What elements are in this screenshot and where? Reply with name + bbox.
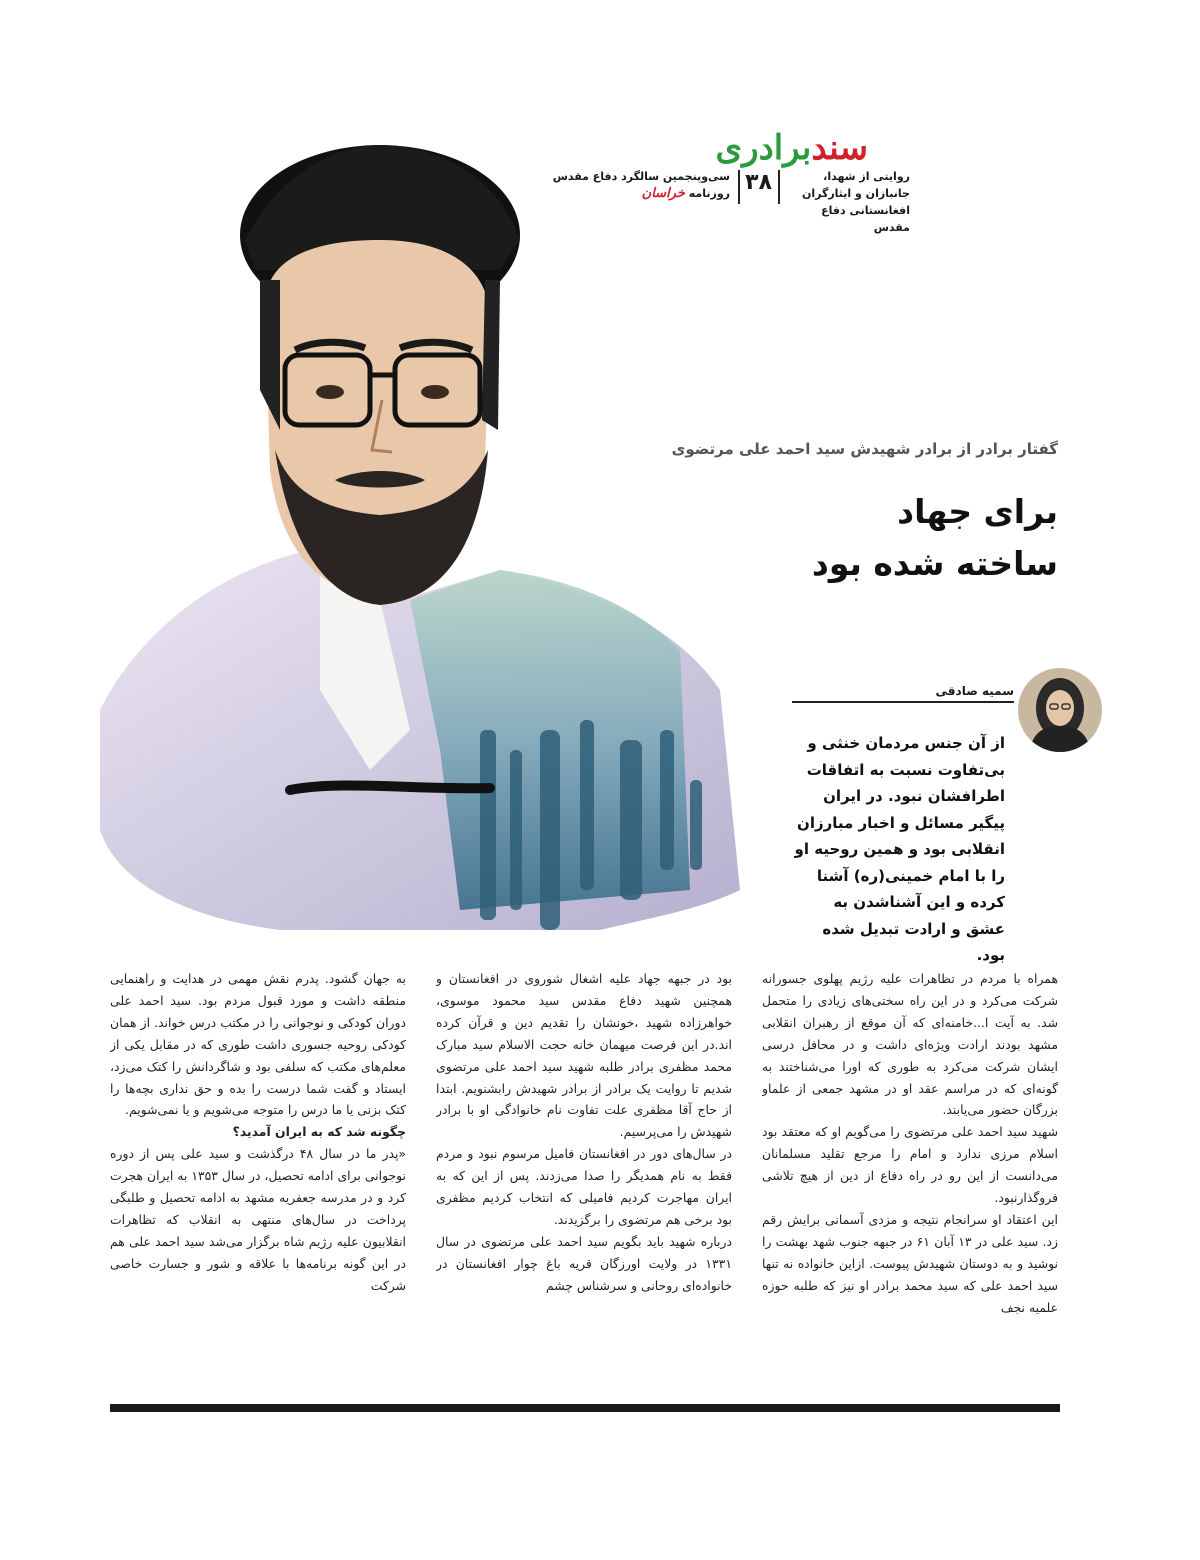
article-kicker: گفتار برادر از برادر شهیدش سید احمد علی مرتضوی xyxy=(671,440,1058,458)
anniversary-line: سی‌وپنجمین سالگرد دفاع مقدس xyxy=(552,170,730,183)
paragraph: همراه با مردم در تظاهرات علیه رژیم پهلوی جسورانه شرکت می‌کرد و در این راه سختی‌های زیادی را متحمل شد. به آیت ا...خامنه‌ای که آن موقع از رهبران انقلابی مشهد بودند ارادت ویژه‌ای داشت و در محافل درسی ایشان شرکت می‌کرد به طوری که اورا می‌شناختند به گونه‌ای که در مراسم عقد او در مشهد جمعی از علماو بزرگان حضور می‌یابند. xyxy=(762,971,1058,1118)
author-avatar-icon xyxy=(1018,668,1102,752)
page-bottom-rule xyxy=(110,1404,1060,1412)
newspaper-label: روزنامه xyxy=(688,187,730,200)
page-number: ۳۸ xyxy=(745,170,772,195)
article-lead: از آن جنس مردمان خنثی و بی‌تفاوت نسبت به اتفاقات اطرافشان نبود. در ایران پیگیر مسائل و اخبار مبارزان انقلابی بود و همین روحیه او را با امام خمینی(ره) آشنا کرده و این آشناشدن به عشق و ارادت تبدیل شده بود. xyxy=(794,734,1005,964)
paragraph: این اعتقاد او سرانجام نتیجه و مزدی آسمانی برایش رقم زد. سید علی در ۱۳ آبان ۶۱ در جبهه جنوب شهد بهشت را نوشید و به دوستان شهیدش پیوست. ازاین خانواده نه تنها سید احمد علی که سید محمد برادر او نیز که طلبه حوزه علمیه نجف xyxy=(762,1211,1058,1315)
newspaper-brand: خراسان xyxy=(641,186,685,201)
article-title xyxy=(638,486,1058,590)
author-photo xyxy=(1018,668,1102,752)
interview-question: چگونه شد که به ایران آمدید؟ xyxy=(232,1124,406,1140)
paragraph: درباره شهید باید بگویم سید احمد علی مرتضوی در سال ۱۳۳۱ در ولایت اورزگان قریه باغ چوار افغانستان در خانواده‌ای روحانی و سرشناس چشم xyxy=(436,1233,732,1293)
author-rule xyxy=(792,701,1014,703)
paragraph: به جهان گشود. پدرم نقش مهمی در هدایت و راهنمایی منطقه داشت و مورد قبول مردم بود. سید احمد علی دوران کودکی و نوجوانی را در مکتب درس خواند. از همان کودکی روحیه جسوری داشت طوری که در مقابل یکی از معلم‌های مکتب که سلفی بود و شاگردانش را کتک می‌زد، ایستاد و گفت شما درست را بده و حق نداری بچه‌ها را کتک بزنی یا ما درس را متوجه می‌شویم و یا نمی‌شویم. xyxy=(110,971,406,1118)
section-line-1: روایتی از شهدا، جانبازان و ایثارگران xyxy=(801,170,910,200)
title-line-2: ساخته شده بود xyxy=(811,544,1058,583)
author-name: سمیه صادقی xyxy=(935,684,1014,698)
logo-word-baradari: برادری xyxy=(715,128,812,168)
title-line-1: برای جهاد xyxy=(897,492,1058,531)
body-column-2 xyxy=(436,968,732,1378)
paragraph: در سال‌های دور در افغانستان فامیل مرسوم نبود و مردم فقط به نام همدیگر را صدا می‌زدند. پس از این که به ایران مهاجرت کردیم فامیلی که انتخاب کردیم مظفری بود برخی هم مرتضوی را برگزیدند. xyxy=(436,1146,732,1227)
section-line-2: افغانستانی دفاع مقدس xyxy=(821,204,910,234)
paragraph: بود در جبهه جهاد علیه اشغال شوروی در افغانستان و همچنین شهید دفاع مقدس سید محمود موسوی، خواهرزاده شهید ،خونشان را تقدیم دین و قرآن کرده اند.در این فرصت میهمان خانه حجت الاسلام سید مبارک محمد مظفری برادر طلبه شهید سید احمد علی مرتضوی شدیم تا روایت یک برادر از برادر شهیدش رابشنویم. ابتدا از حاج آقا مظفری علت تفاوت نام خانوادگی او با برادر شهیدش را می‌پرسیم. xyxy=(436,971,732,1140)
paragraph: شهید سید احمد علی مرتضوی را می‌گویم او که معتقد بود اسلام مرزی ندارد و امام را مرجع تقلید مسلمانان می‌دانست از این رو در راه دفاع از دین از هیچ تلاشی فروگذارنبود. xyxy=(762,1124,1058,1206)
section-description xyxy=(790,168,910,236)
body-column-3 xyxy=(110,968,406,1378)
body-column-1 xyxy=(762,968,1058,1378)
logo-word-sanad: سند xyxy=(811,128,868,168)
paragraph: «پدر ما در سال ۴۸ درگذشت و سید علی پس از دوره نوجوانی برای ادامه تحصیل، در سال ۱۳۵۳ به ایران هجرت کرد و در مدرسه جعفریه مشهد به ادامه تحصیل و طلبگی پرداخت در سال‌های منتهی به انقلاب که تظاهرات انقلابیون علیه رژیم شاه برگزار می‌شد سید احمد علی هم در این گونه برنامه‌ها با علاقه و شور و جسارت خاصی شرکت xyxy=(110,1146,406,1293)
